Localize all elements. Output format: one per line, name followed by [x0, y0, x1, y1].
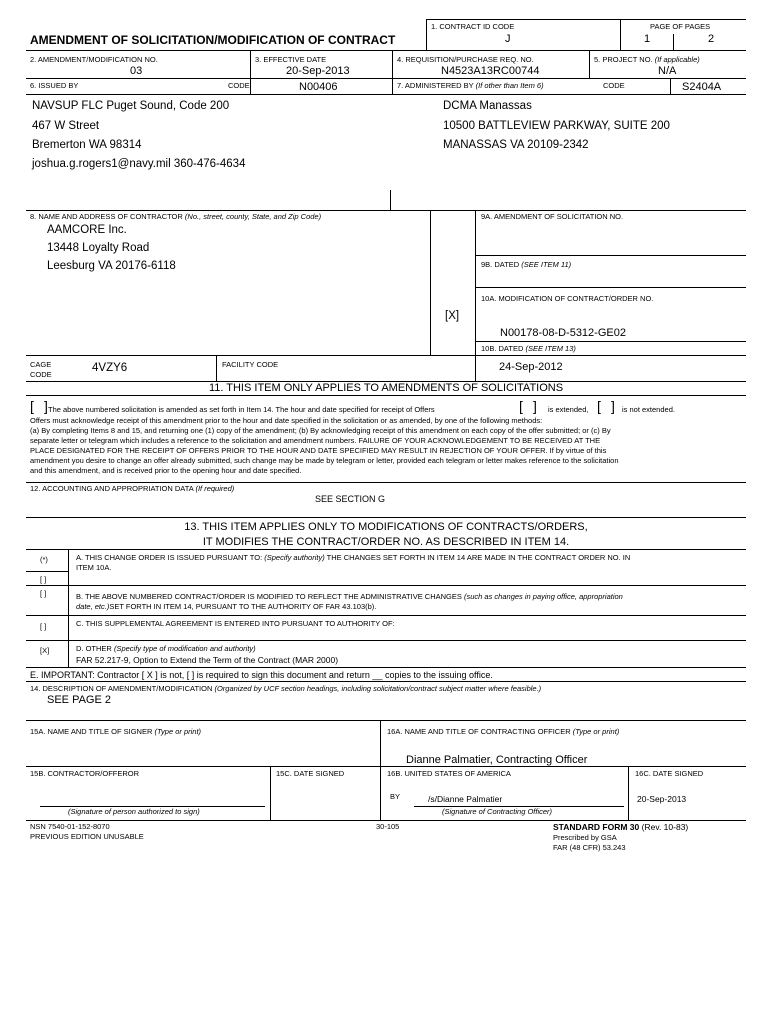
item-9b-label: 9B. DATED [481, 260, 520, 269]
rule [390, 190, 391, 210]
item-13b-note: (such as changes in paying office, appropriation [464, 592, 623, 601]
cage-label-2: CODE [30, 370, 52, 379]
not-extended-open-bracket: [ [597, 398, 601, 414]
rule [26, 615, 746, 616]
item-13c-text: C. THIS SUPPLEMENTAL AGREEMENT IS ENTERED INTO PURSUANT TO AUTHORITY OF: [76, 619, 395, 628]
item-9a-label: 9A. AMENDMENT OF SOLICITATION NO. [481, 212, 624, 221]
rule [250, 50, 251, 78]
item-11-para: (a) By completing Items 8 and 15, and returning one (1) copy of the amendment; (b) By acknowledging receipt of this amendment on each copy of the offer submitted; or (c) By [30, 426, 611, 435]
standard-form-label: STANDARD FORM 30 [553, 822, 640, 832]
rule [426, 19, 746, 20]
pages-total: 2 [708, 33, 715, 45]
item-15c-label: 15C. DATE SIGNED [276, 769, 345, 778]
issued-by-line: Bremerton WA 98314 [32, 139, 142, 151]
rule [475, 255, 746, 256]
item-12-label: 12. ACCOUNTING AND APPROPRIATION DATA [30, 484, 194, 493]
rule [26, 720, 746, 721]
rule [26, 681, 746, 682]
item-13d-note: (Specify type of modification and authority) [113, 644, 256, 653]
rule [26, 395, 746, 396]
item-15a-label: 15A. NAME AND TITLE OF SIGNER [30, 727, 153, 736]
item-11-text: The above numbered solicitation is amended as set forth in Item 14. The hour and date specified for receipt of Offers [48, 405, 435, 414]
item-13a-note: (Specify authority) [264, 553, 325, 562]
rule [26, 482, 746, 483]
rule [26, 517, 746, 518]
date-signed-16c: 20-Sep-2013 [637, 794, 687, 804]
item-10b-note: (SEE ITEM 13) [525, 344, 576, 353]
item-11-heading: 11. THIS ITEM ONLY APPLIES TO AMENDMENTS OF SOLICITATIONS [208, 382, 564, 394]
item-e-text: E. IMPORTANT: Contractor [30, 670, 140, 680]
item-e-required-text: ] is required to sign this document and return [191, 670, 370, 680]
form-title: AMENDMENT OF SOLICITATION/MODIFICATION OF CONTRACT [30, 33, 396, 47]
rule [26, 549, 746, 550]
rule [589, 50, 590, 78]
administered-by-line: DCMA Manassas [443, 100, 532, 112]
item-13-blank-checkbox[interactable]: [ ] [40, 575, 47, 584]
item-16a-note: (Type or print) [572, 727, 620, 736]
item-e-not-required[interactable]: [ X ] is not, [141, 670, 185, 680]
not-extended-close-bracket: ] [611, 398, 615, 414]
effective-date-label: 3. EFFECTIVE DATE [255, 55, 327, 64]
page-number: 1 [644, 33, 651, 45]
cage-label: CAGE [30, 360, 52, 369]
rule [26, 571, 68, 572]
contracting-officer-signature: /s/Dianne Palmatier [428, 794, 503, 804]
form-code: 30-105 [376, 822, 400, 831]
item-13a-mark: (*) [40, 555, 48, 564]
item-13b-note-2: date, etc.) [76, 602, 110, 611]
rule [26, 640, 746, 641]
contract-id-value: J [505, 33, 511, 45]
requisition-label: 4. REQUISITION/PURCHASE REQ. NO. [397, 55, 534, 64]
item-11-para: separate letter or telegram which includes a reference to the solicitation and amendment numbers. FAILURE OF YOUR ACKNOWLEDGEMENT TO BE RECEIVED AT THE [30, 436, 601, 445]
rule [216, 355, 217, 381]
item-16b-label: 16B. UNITED STATES OF AMERICA [387, 769, 511, 778]
item-15b-label: 15B. CONTRACTOR/OFFEROR [30, 769, 140, 778]
rule [26, 766, 746, 767]
rule [26, 667, 746, 668]
administered-by-note: (If other than Item 6) [475, 81, 544, 90]
item-e-open-bracket[interactable]: [ [186, 670, 190, 680]
issued-by-line: 467 W Street [32, 120, 100, 132]
item-e-copies-blank: __ [372, 670, 383, 680]
item-13c-checkbox[interactable]: [ ] [40, 622, 47, 631]
rule [475, 287, 746, 288]
extended-open-bracket: [ [519, 398, 523, 414]
administered-by-line: 10500 BATTLEVIEW PARKWAY, SUITE 200 [443, 120, 670, 132]
by-label: BY [390, 792, 401, 801]
item-14-label: 14. DESCRIPTION OF AMENDMENT/MODIFICATION [30, 684, 213, 693]
item-16a-label: 16A. NAME AND TITLE OF CONTRACTING OFFICER [387, 727, 571, 736]
item-10a-value: N00178-08-D-5312-GE02 [500, 327, 626, 339]
contractor-label: 8. NAME AND ADDRESS OF CONTRACTOR [30, 212, 183, 221]
contractor-line: 13448 Loyalty Road [47, 242, 150, 254]
item-13b-text-c: SET FORTH IN ITEM 14, PURSUANT TO THE AUTHORITY OF FAR 43.103(b). [109, 602, 377, 611]
rule [430, 210, 431, 355]
rule [68, 549, 69, 667]
contractor-signature-note: (Signature of person authorized to sign) [68, 807, 200, 816]
item-11-para: and this amendment, and is received prior to the opening hour and date specified. [30, 466, 302, 475]
contracting-officer-name: Dianne Palmatier, Contracting Officer [406, 754, 588, 766]
administered-by-code-label: CODE [603, 81, 625, 90]
item-10a-label: 10A. MODIFICATION OF CONTRACT/ORDER NO. [481, 294, 654, 303]
issued-by-code-label: CODE [228, 81, 250, 90]
issued-by-line: NAVSUP FLC Puget Sound, Code 200 [32, 100, 230, 112]
contractor-line: AAMCORE Inc. [47, 224, 127, 236]
prescribed-by: Prescribed by GSA [553, 833, 617, 842]
item-12-value: SEE SECTION G [315, 494, 386, 504]
item-13b-text: B. THE ABOVE NUMBERED CONTRACT/ORDER IS MODIFIED TO REFLECT THE ADMINISTRATIVE CHANGES [76, 592, 462, 601]
rule [628, 766, 629, 820]
item-13d-authority: FAR 52.217-9, Option to Extend the Term of the Contract (MAR 2000) [76, 655, 339, 665]
rule [475, 341, 746, 342]
project-no-note: (If applicable) [654, 55, 700, 64]
rule [475, 210, 476, 355]
item-12-note: (If required) [195, 484, 235, 493]
previous-edition-notice: PREVIOUS EDITION UNUSABLE [30, 832, 144, 841]
rule [270, 766, 271, 820]
not-extended-text: is not extended. [622, 405, 675, 414]
item-15a-note: (Type or print) [154, 727, 202, 736]
contract-id-label: 1. CONTRACT ID CODE [431, 22, 515, 31]
project-no-value: N/A [658, 65, 677, 77]
item-11-close-bracket: ] [44, 398, 48, 414]
item-13a-text-b: THE CHANGES SET FORTH IN ITEM 14 ARE MADE IN THE CONTRACT ORDER NO. IN [326, 553, 631, 562]
item-11-open-bracket: [ [30, 398, 34, 414]
effective-date-value: 20-Sep-2013 [286, 65, 350, 77]
item-10b-label: 10B. DATED [481, 344, 524, 353]
facility-code-label: FACILITY CODE [222, 360, 279, 369]
item-10a-checkbox[interactable]: [X] [445, 310, 460, 322]
item-11-para: PLACE DESIGNATED FOR THE RECEIPT OF OFFERS PRIOR TO THE HOUR AND DATE SPECIFIED MAY RESULT IN REJECTION OF YOUR OFFER. If by virtue of this [30, 446, 607, 455]
project-no-label: 5. PROJECT NO. [594, 55, 653, 64]
rule [26, 355, 746, 356]
requisition-value: N4523A13RC00744 [441, 65, 540, 77]
rule [670, 78, 671, 94]
item-13b-checkbox[interactable]: [ ] [40, 589, 47, 598]
contractor-note: (No., street, county, State, and Zip Code) [184, 212, 322, 221]
rule [426, 19, 427, 50]
far-citation: FAR (48 CFR) 53.243 [553, 843, 626, 852]
extended-close-bracket: ] [533, 398, 537, 414]
item-13a-text: A. THIS CHANGE ORDER IS ISSUED PURSUANT TO: [76, 553, 263, 562]
issued-by-label: 6. ISSUED BY [30, 81, 79, 90]
rule [26, 94, 746, 95]
cage-value: 4VZY6 [92, 362, 128, 374]
rule [26, 50, 746, 51]
amendment-no-value: 03 [130, 65, 143, 77]
rule [620, 19, 621, 50]
rule [392, 50, 393, 94]
issued-by-code: N00406 [299, 81, 338, 93]
nsn-number: NSN 7540-01-152-8070 [30, 822, 110, 831]
item-16c-label: 16C. DATE SIGNED [635, 769, 704, 778]
item-11-para: amendment you desire to change an offer already submitted, such change may be made by telegram or letter, provided each telegram or letter makes reference to the solicitation [30, 456, 619, 465]
page-of-pages-label: PAGE OF PAGES [650, 22, 711, 31]
item-14-value: SEE PAGE 2 [47, 694, 111, 706]
rule [26, 820, 746, 821]
item-14-note: (Organized by UCF section headings, including solicitation/contract subject matter where feasible.) [214, 684, 542, 693]
rule [26, 210, 746, 211]
standard-form-rev: (Rev. 10-83) [641, 822, 689, 832]
item-13d-text: D. OTHER [76, 644, 112, 653]
administered-by-code: S2404A [682, 81, 722, 93]
item-13d-checkbox[interactable]: [X] [40, 646, 50, 655]
item-13-heading: 13. THIS ITEM APPLIES ONLY TO MODIFICATIONS OF CONTRACTS/ORDERS, [184, 521, 588, 533]
administered-by-label: 7. ADMINISTERED BY [397, 81, 474, 90]
rule [26, 585, 746, 586]
rule [380, 720, 381, 820]
officer-signature-note: (Signature of Contracting Officer) [442, 807, 553, 816]
contractor-line: Leesburg VA 20176-6118 [47, 260, 176, 272]
item-10b-value: 24-Sep-2012 [499, 361, 563, 373]
rule [673, 34, 674, 50]
extended-text: is extended, [548, 405, 589, 414]
item-e-copies-text: copies to the issuing office. [384, 670, 493, 680]
rule [26, 78, 746, 79]
item-13a-text-c: ITEM 10A. [76, 563, 112, 572]
item-13-subheading: IT MODIFIES THE CONTRACT/ORDER NO. AS DESCRIBED IN ITEM 14. [202, 536, 570, 548]
amendment-no-label: 2. AMENDMENT/MODIFICATION NO. [30, 55, 158, 64]
issued-by-line: joshua.g.rogers1@navy.mil 360-476-4634 [32, 158, 246, 170]
item-11-para: Offers must acknowledge receipt of this amendment prior to the hour and date specified in the solicitation or as amended, by one of the following methods: [30, 416, 543, 425]
item-9b-note: (SEE ITEM 11) [521, 260, 572, 269]
administered-by-line: MANASSAS VA 20109-2342 [443, 139, 589, 151]
rule [250, 78, 251, 94]
rule [475, 355, 476, 381]
